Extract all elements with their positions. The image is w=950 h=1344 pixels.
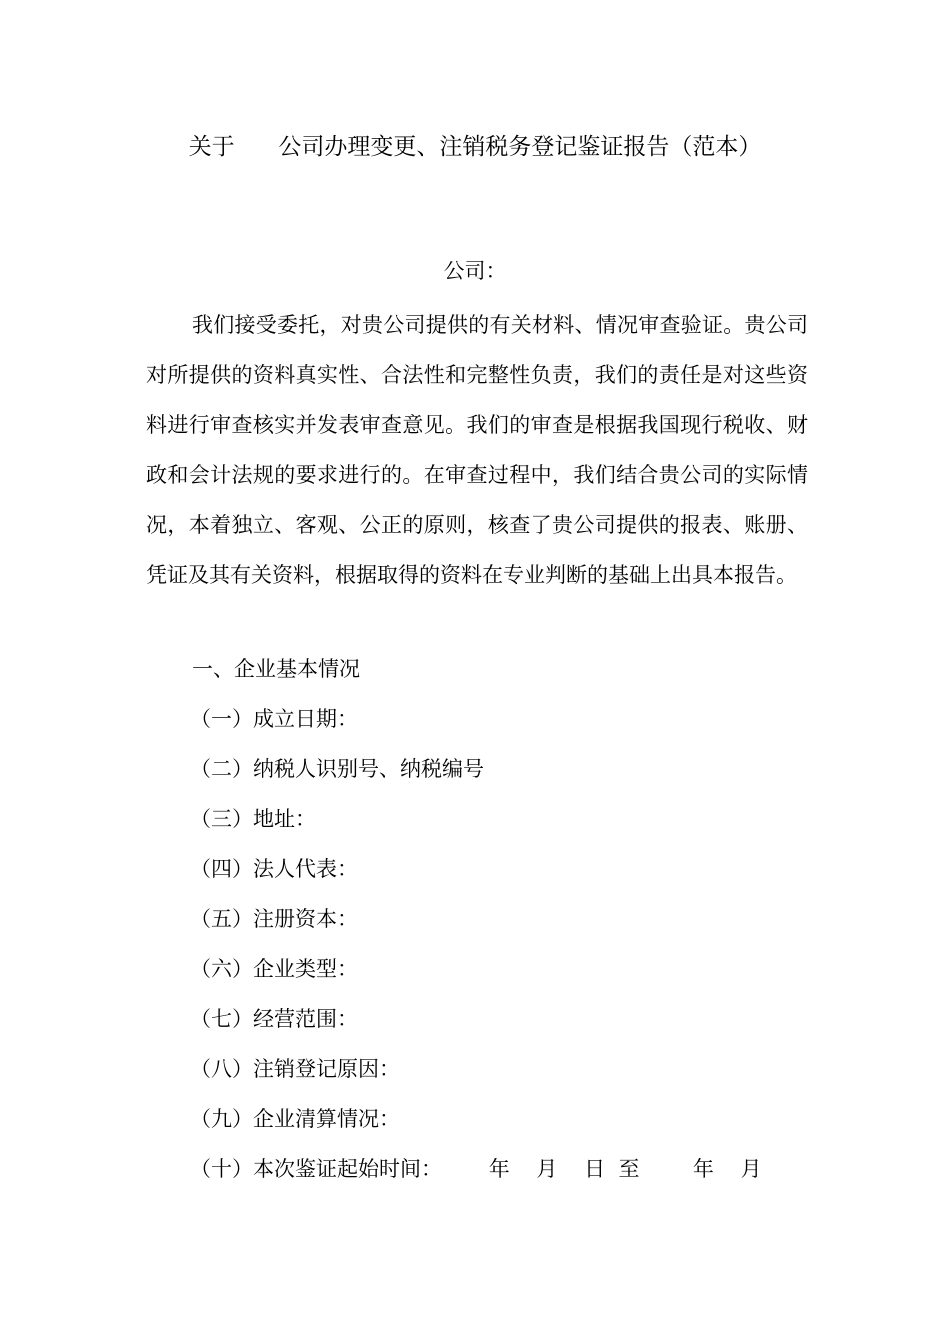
info-item-taxpayer-id: （二）纳税人识别号、纳税编号 <box>190 757 484 781</box>
info-item-establish-date: （一）成立日期： <box>190 707 358 731</box>
section-heading-basic-info: 一、企业基本情况 <box>192 657 360 681</box>
info-item-liquidation: （九）企业清算情况： <box>190 1107 400 1131</box>
info-item-deregistration-reason: （八）注销登记原因： <box>190 1057 400 1081</box>
report-title: 关于 公司办理变更、注销税务登记鉴证报告（范本） <box>188 134 762 160</box>
info-item-company-type: （六）企业类型： <box>190 957 358 981</box>
basic-info-list <box>190 696 810 1196</box>
info-item-registered-capital: （五）注册资本： <box>190 907 358 931</box>
salutation: 公司： <box>443 259 507 283</box>
info-item-verification-period: （十）本次鉴证起始时间： 年 月 日 至 年 月 <box>190 1157 762 1181</box>
info-item-address: （三）地址： <box>190 807 316 831</box>
info-item-legal-rep: （四）法人代表： <box>190 857 358 881</box>
intro-paragraph: 我们接受委托，对贵公司提供的有关材料、情况审查验证。贵公司对所提供的资料真实性、合法性和完整性负责，我们的责任是对这些资料进行审查核实并发表审查意见。我们的审查是根据我国现行税收、财政和会计法规的要求进行的。在审查过程中，我们结合贵公司的实际情况，本着独立、客观、公正的原则，核查了贵公司提供的报表、账册、凭证及其有关资料，根据取得的资料在专业判断的基础上出具本报告。 <box>146 313 808 587</box>
info-item-business-scope: （七）经营范围： <box>190 1007 358 1031</box>
